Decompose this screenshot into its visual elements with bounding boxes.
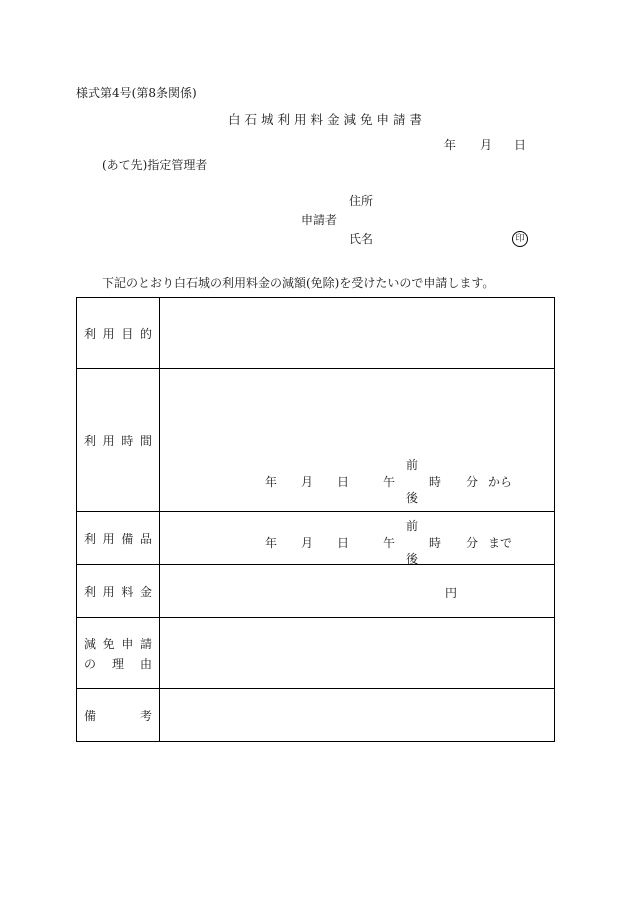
date-day: 日 xyxy=(514,138,527,152)
fee-label xyxy=(77,565,160,618)
reason-row xyxy=(77,618,555,689)
fee-label-char: 金 xyxy=(139,584,152,599)
reason-label xyxy=(77,618,160,689)
equipment-label xyxy=(77,512,160,565)
purpose-label-char: 目 xyxy=(121,326,134,341)
to-year: 年 xyxy=(265,536,278,550)
remarks-label-char: 考 xyxy=(139,708,152,723)
application-table xyxy=(76,297,555,742)
intro-text: 下記のとおり白石城の利用料金の減額(免除)を受けたいので申請します。 xyxy=(102,276,495,290)
to-day: 日 xyxy=(337,536,350,550)
fee-label-char: 利 xyxy=(84,584,97,599)
from-hour: 時 xyxy=(429,475,442,489)
equipment-value[interactable] xyxy=(160,512,555,565)
addressee: (あて先)指定管理者 xyxy=(102,158,208,172)
to-hour: 時 xyxy=(429,536,442,550)
to-suffix: まで xyxy=(488,536,513,550)
purpose-label-char: 用 xyxy=(102,326,115,341)
applicant-label: 申請者 xyxy=(301,213,338,227)
reason-label-char: 減 xyxy=(84,636,97,651)
remarks-value[interactable] xyxy=(160,689,555,742)
purpose-row xyxy=(77,298,555,369)
reason-label-char: 免 xyxy=(102,636,115,651)
from-day: 日 xyxy=(337,475,350,489)
remarks-row xyxy=(77,689,555,742)
from-noon: 午 xyxy=(383,475,396,489)
reason-label-char: 由 xyxy=(139,656,152,671)
to-pm: 後 xyxy=(406,552,419,566)
name-label: 氏名 xyxy=(349,232,374,246)
to-month: 月 xyxy=(301,536,314,550)
reason-value[interactable] xyxy=(160,618,555,689)
from-pm: 後 xyxy=(406,491,419,505)
document-title: 白石城利用料金減免申請書 xyxy=(228,112,427,127)
time-row xyxy=(77,369,555,512)
date-month: 月 xyxy=(480,138,493,152)
reason-label-char: 請 xyxy=(139,636,152,651)
form-number: 様式第4号(第8条関係) xyxy=(76,86,197,100)
fee-label-char: 用 xyxy=(102,584,115,599)
fee-label-char: 料 xyxy=(121,584,134,599)
from-minute: 分 xyxy=(466,475,479,489)
equipment-label-char: 用 xyxy=(102,531,115,546)
equipment-label-char: 利 xyxy=(84,531,97,546)
remarks-label xyxy=(77,689,160,742)
time-value[interactable] xyxy=(160,369,555,566)
purpose-value[interactable] xyxy=(160,298,555,369)
date-year: 年 xyxy=(444,138,457,152)
time-label-char: 時 xyxy=(121,433,134,448)
to-minute: 分 xyxy=(466,536,479,550)
purpose-label-char: 的 xyxy=(139,326,152,341)
purpose-label xyxy=(77,298,160,369)
time-label-char: 間 xyxy=(139,433,152,448)
from-am: 前 xyxy=(406,458,419,472)
to-noon: 午 xyxy=(383,536,396,550)
from-suffix: から xyxy=(488,475,513,489)
from-month: 月 xyxy=(301,475,314,489)
fee-row xyxy=(77,565,555,618)
reason-label-char: 申 xyxy=(121,636,134,651)
fee-unit: 円 xyxy=(445,586,458,600)
reason-label-char: の xyxy=(84,656,97,671)
remarks-label-char: 備 xyxy=(84,708,97,723)
time-label-char: 用 xyxy=(102,433,115,448)
purpose-label-char: 利 xyxy=(84,326,97,341)
fee-value[interactable] xyxy=(160,565,555,618)
equipment-label-char: 品 xyxy=(139,531,152,546)
equipment-row xyxy=(77,512,555,565)
time-label-char: 利 xyxy=(84,433,97,448)
equipment-label-char: 備 xyxy=(121,531,134,546)
to-am: 前 xyxy=(406,519,419,533)
from-year: 年 xyxy=(265,475,278,489)
seal-icon: 印 xyxy=(512,231,528,247)
reason-label-char: 理 xyxy=(111,656,124,671)
address-label: 住所 xyxy=(349,194,374,208)
time-label xyxy=(77,369,160,512)
